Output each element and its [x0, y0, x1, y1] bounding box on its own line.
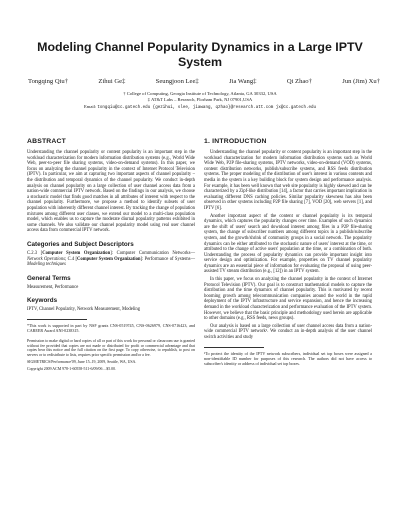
author-name: Zihui Ge‡ — [98, 78, 126, 85]
intro-paragraph-4: Our analysis is based on a large collection of user channel access data from a nation-wide commercial IPTV network¹. We conduct an in-depth analysis of the user channel switch activities and study — [204, 323, 372, 340]
general-terms-text: Measurement, Performance — [27, 284, 79, 290]
keywords-text: IPTV, Channel Popularity, Network Measurement, Modeling — [27, 307, 141, 313]
keywords-heading: Keywords — [27, 297, 58, 305]
email-addresses: tongqiu@cc.gatech.edu {gezihui, slee, jiawang, qzhao}@research.att.com jx@cc.gatech.edu — [97, 105, 317, 110]
affiliation-1: † College of Computing, Georgia Institute of Technology, Atlanta, GA 30332, USA — [123, 91, 277, 96]
footnote-rule — [204, 347, 264, 348]
intro-paragraph-3: In this paper, we focus on analyzing the channel popularity in the context of Internet Protocol Television (IPTV). Our goal is to construct mathematical models to capture the distribution and the time dynamics of channel popularity. This is motivated by recent booming growth among telecommunication companies around the world in the rapid deployment of the IPTV infrastructure and service expansion, and hence the increasing demand in the workload characterization and performance evaluation of the IPTV system. However, we believe that the basic principle and methodology used herein are applicable to other domains (e.g., RSS feeds, news groups). — [204, 277, 372, 322]
affiliations — [20, 91, 380, 111]
affiliation-2: ‡ AT&T Labs – Research, Florham Park, NJ 07901,USA — [147, 97, 253, 103]
footnote-1: ¹To protect the identity of the IPTV network subscribers, individual set top boxes were assigned a non-identifiable ID number for purposes of this research. The authors did not have access to subscriber's identity or address of individual set top boxes. — [204, 350, 372, 366]
author-name: Tongqing Qiu† — [28, 78, 69, 85]
introduction-heading: 1. INTRODUCTION — [204, 138, 267, 145]
title-line-1: Modeling Channel Popularity Dynamics in a Large IPTV — [37, 40, 363, 54]
author-name: Qi Zhao† — [286, 78, 312, 85]
categories-text: C.2.3 [Computer System Organization]: Computer Communication Networks—Network Operations; C.4 [Computer System Organization]: Performance of Systems—Modeling techniques — [27, 250, 196, 268]
intro-paragraph-2: Another important aspect of the content or channel popularity is its temporal dynamics, which captures the popularity changes over time. Examples of such dynamics are the shift of users' search and download interest among files in a P2P file-sharing system, the change of subscriber numbers among different topics in a publish/subscribe system, and the growth/shrink of community groups in a social network. The popularity dynamics can be either attributed to the stochastic nature of users' interest at the time, or attributed to the change of active users' population at the time, or a combination of both. Understanding the process of popularity dynamics can provide important insight into service design and optimization. For example, properties on TV channel popularity dynamics are an essential piece of information for evaluating the proposal of using peer-assisted TV stream distribution (e.g., [12]) in an IPTV system. — [204, 213, 372, 275]
general-terms-heading: General Terms — [27, 274, 71, 282]
email-line — [20, 104, 380, 111]
conference-line: SIGMETRICS/Performance'09, June 15–19, 2009, Seattle, WA, USA. — [27, 360, 137, 365]
footnote-rule — [27, 319, 87, 320]
author-name: Seungjoon Lee‡ — [155, 78, 199, 85]
email-label: Email: — [83, 103, 97, 109]
categories-heading: Categories and Subject Descriptors — [27, 240, 134, 248]
paper-title — [20, 40, 380, 70]
intro-paragraph-1: Understanding the channel popularity or content popularity is an important step in the workload characterization for modern information distribution systems such as World Wide Web, P2P file-sharing systems, IPTV networks, video-on-demand (VOD) systems, content distribution networks, publish/subscribe systems, and RSS feeds distribution systems. The proper modeling of the distribution of user's interest in various contents and media in the system is a key building block for system design and performance analysis. For example, it has been well known that web site popularity is highly skewed and can be characterized by a Zipf-like distribution [14], a factor that carries important implication in evaluating different DNS caching policies. Similar popularity skewness has also been observed in other systems including P2P file sharing [7], VOD [20], web servers [1], and IPTV [6]. — [204, 150, 372, 211]
right-column — [204, 138, 372, 368]
copyright-line: Copyright 2009 ACM 978-1-60558-511-6/09/06 ...$5.00. — [27, 366, 117, 371]
left-column — [27, 138, 195, 374]
footnote-funding: *This work is supported in part by NSF grants CNS-0519745, CNS-0626979, CNS-0716423, and CAREER Award ANI-0238315. — [27, 322, 195, 333]
author-list — [28, 78, 380, 86]
copyright-block — [27, 339, 195, 372]
author-name: Jun (Jim) Xu† — [342, 78, 380, 85]
author-name: Jia Wang‡ — [229, 78, 257, 85]
title-line-2: System — [177, 55, 223, 69]
copyright-permission: Permission to make digital or hard copies of all or part of this work for personal or classroom use is granted without fee provided that copies are not made or distributed for profit or commercial advantage and that copies bear this notice and the full citation on the first page. To copy otherwise, to republish, to post on servers or to redistribute to lists, requires prior specific permission and/or a fee. — [27, 338, 195, 358]
abstract-text: Understanding the channel popularity or content popularity is an important step in the workload characterization for modern information distribution systems (e.g., World Wide Web, peer-to-peer file sharing systems, video-on-demand systems). In this paper, we focus on analyzing the channel popularity in the context of Internet Protocol Television (IPTV). In particular, we aim at capturing two important aspects of channel popularity – the distribution and temporal dynamics of the channel popularity. We conduct in-depth analysis on channel popularity on a large collection of user channel access data from a nation-wide commercial IPTV network. Based on the findings in our analysis, we choose a stochastic model that finds good matches in all attributes of interest with respect to the channel popularity. Furthermore, we propose a method to identify subsets of user population with inherently different channel interest. By tracking the change of population mixtures among different user classes, we extend our model to a multi-class population model, which enables us to capture the moderate diurnal popularity patterns exhibited in some channels. We also validate our channel popularity model using real user channel access data from commercial IPTV network. — [27, 150, 195, 234]
abstract-heading: ABSTRACT — [27, 138, 66, 145]
